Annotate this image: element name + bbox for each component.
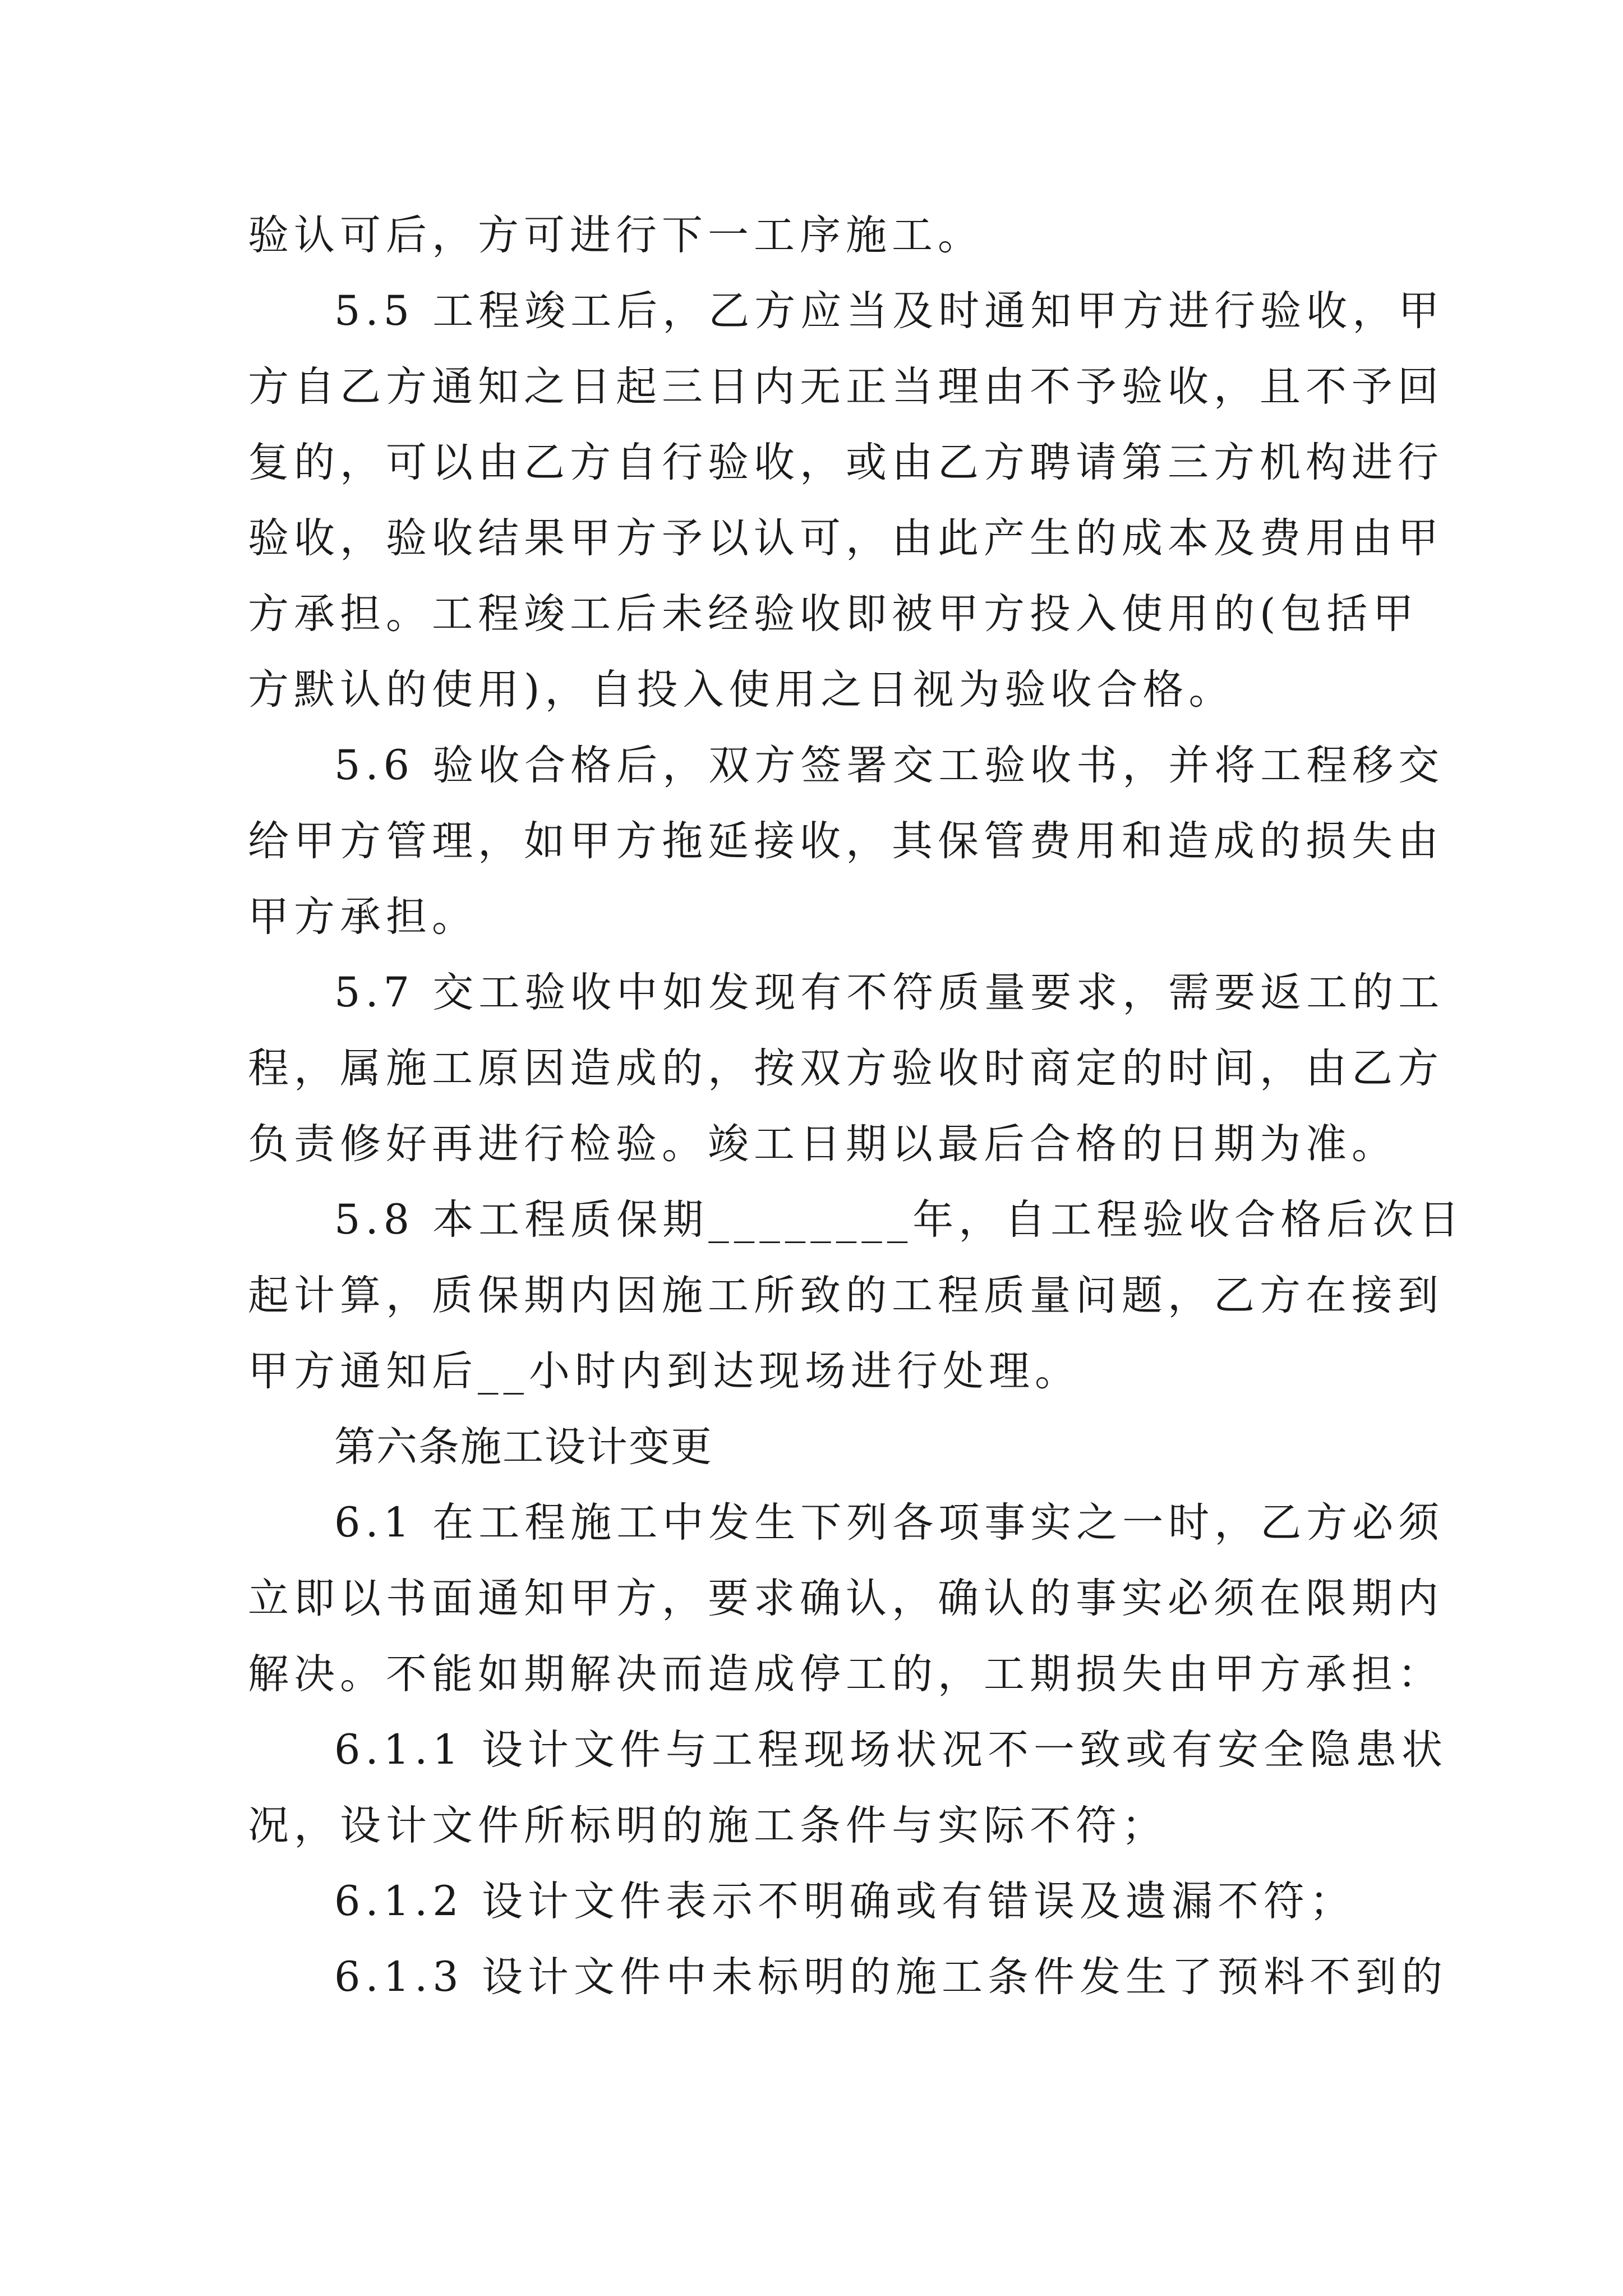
text-line: 立即以书面通知甲方，要求确认，确认的事实必须在限期内 [248,1575,1444,1622]
text-line: 程，属施工原因造成的，按双方验收时商定的时间，由乙方 [248,1045,1444,1092]
text-line: 5.7 交工验收中如发现有不符质量要求，需要返工的工 [334,969,1445,1016]
section-heading: 第六条施工设计变更 [334,1423,713,1471]
text-line: 负责修好再进行检验。竣工日期以最后合格的日期为准。 [248,1120,1398,1168]
text-line: 验收，验收结果甲方予以认可，由此产生的成本及费用由甲 [248,514,1444,562]
text-line: 方承担。工程竣工后未经验收即被甲方投入使用的(包括甲 [248,590,1419,638]
text-line: 起计算，质保期内因施工所致的工程质量问题，乙方在接到 [248,1272,1444,1319]
text-line: 验认可后，方可进行下一工序施工。 [248,211,984,259]
text-line: 5.5 工程竣工后，乙方应当及时通知甲方进行验收，甲 [334,287,1445,335]
text-line: 6.1.1 设计文件与工程现场状况不一致或有安全隐患状 [334,1726,1447,1774]
text-line: 给甲方管理，如甲方拖延接收，其保管费用和造成的损失由 [248,817,1444,865]
text-line: 6.1 在工程施工中发生下列各项事实之一时，乙方必须 [334,1499,1445,1547]
text-line: 甲方通知后__小时内到达现场进行处理。 [248,1347,1081,1395]
text-line: 甲方承担。 [248,893,478,941]
text-line: 方默认的使用)，自投入使用之日视为验收合格。 [248,666,1235,714]
text-line: 况，设计文件所标明的施工条件与实际不符； [248,1802,1168,1849]
text-line: 5.8 本工程质保期________年，自工程验收合格后次日 [334,1196,1465,1244]
text-line: 6.1.2 设计文件表示不明确或有错误及遗漏不符； [334,1878,1355,1925]
text-line: 方自乙方通知之日起三日内无正当理由不予验收，且不予回 [248,363,1444,411]
text-line: 解决。不能如期解决而造成停工的，工期损失由甲方承担： [248,1650,1444,1698]
text-line: 5.6 验收合格后，双方签署交工验收书，并将工程移交 [334,742,1445,789]
text-line: 复的，可以由乙方自行验收，或由乙方聘请第三方机构进行 [248,439,1444,486]
text-line: 6.1.3 设计文件中未标明的施工条件发生了预料不到的 [334,1953,1447,2001]
